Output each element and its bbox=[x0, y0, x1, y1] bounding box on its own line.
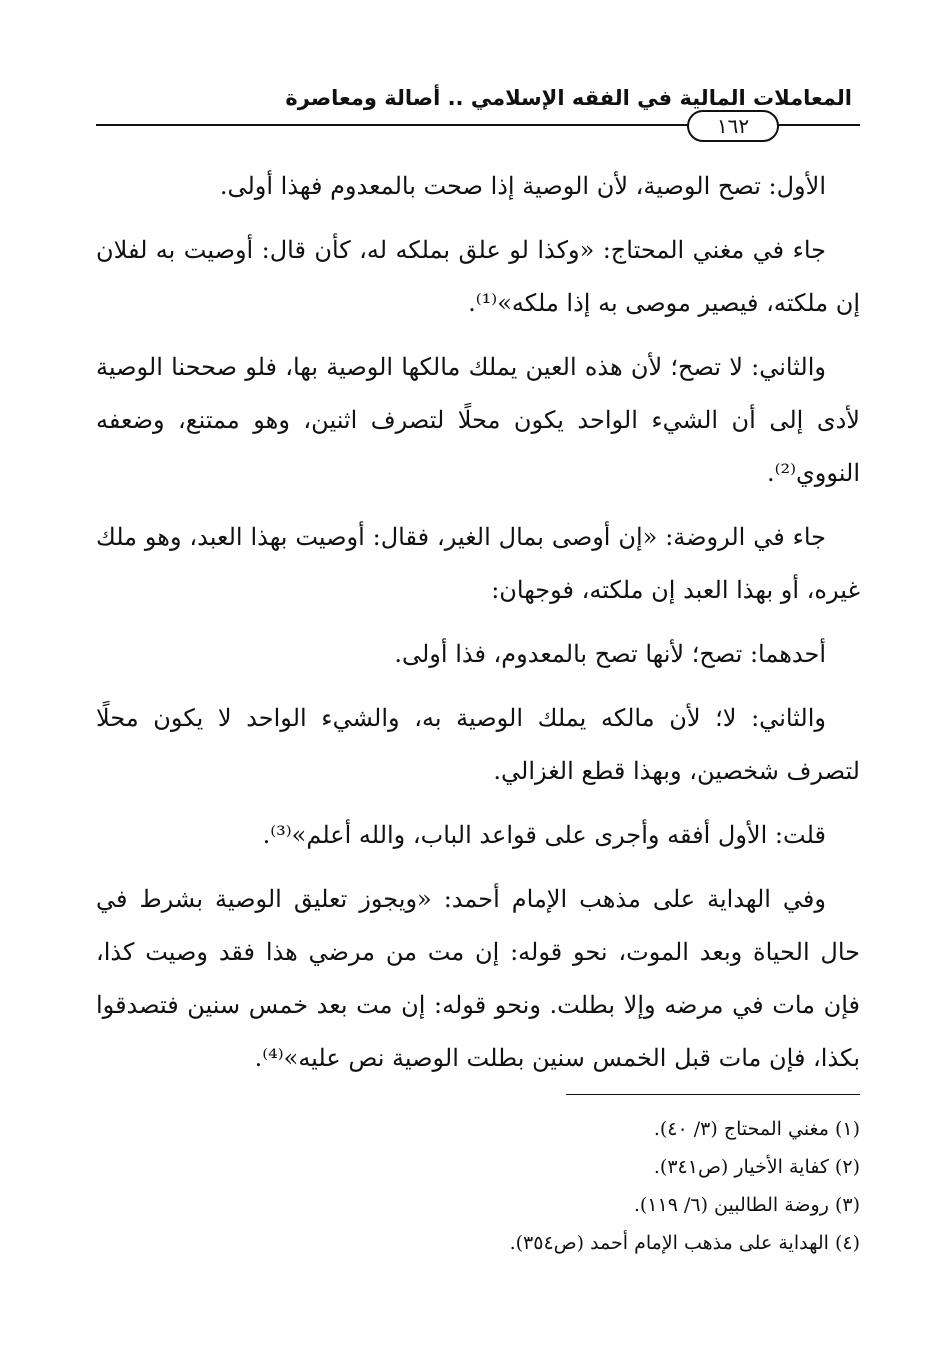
footnote-3: (٣) روضة الطالبين (٦/ ١١٩). bbox=[633, 1194, 860, 1216]
paragraph-rawda-second-view: والثاني: لا؛ لأن مالكه يملك الوصية به، والشيء الواحد لا يكون محلًا لتصرف شخصين، وبهذا قطع الغزالي. bbox=[96, 704, 860, 785]
footnotes bbox=[440, 1110, 860, 1262]
footnote-4: (٤) الهداية على مذهب الإمام أحمد (ص٣٥٤). bbox=[509, 1232, 860, 1254]
paragraph-first-opinion: الأول: تصح الوصية، لأن الوصية إذا صحت بالمعدوم فهذا أولى. bbox=[219, 172, 826, 200]
footnote-2: (٢) كفاية الأخيار (ص٣٤١). bbox=[653, 1156, 860, 1178]
paragraph-rawda-first-view: أحدهما: تصح؛ لأنها تصح بالمعدوم، فذا أولى. bbox=[394, 640, 826, 668]
footnote-1: (١) مغني المحتاج (٣/ ٤٠). bbox=[653, 1118, 860, 1140]
paragraph-rawda-quote: جاء في الروضة: «إن أوصى بمال الغير، فقال: أوصيت بهذا العبد، وهو ملك غيره، أو بهذا العبد إن ملكته، فوجهان: bbox=[96, 523, 860, 604]
main-text bbox=[96, 160, 860, 1096]
running-header-title: المعاملات المالية في الفقه الإسلامي .. أصالة ومعاصرة bbox=[285, 86, 852, 110]
paragraph-hidaya-quote: وفي الهداية على مذهب الإمام أحمد: «ويجوز تعليق الوصية بشرط في حال الحياة وبعد الموت، نحو قوله: إن مت من مرضي هذا فقد وصيت كذا، فإن مات في مرضه وإلا بطلت. ونحو قوله: إن مت بعد خمس سنين فتصدقوا بكذا، فإن مات قبل الخمس سنين بطلت الوصية نص عليه»⁽⁴⁾. bbox=[96, 885, 860, 1072]
paragraph-mughni-quote: جاء في مغني المحتاج: «وكذا لو علق بملكه له، كأن قال: أوصيت به لفلان إن ملكته، فيصير موصى به إذا ملكه»⁽¹⁾. bbox=[96, 236, 860, 317]
footnote-separator bbox=[566, 1094, 860, 1095]
page-number: ١٦٢ bbox=[687, 110, 779, 142]
paragraph-second-opinion: والثاني: لا تصح؛ لأن هذه العين يملك مالكها الوصية بها، فلو صححنا الوصية لأدى إلى أن الشيء الواحد يكون محلًا لتصرف اثنين، وهو ممتنع، وضعفه النووي⁽²⁾. bbox=[96, 353, 860, 487]
paragraph-nawawi-comment: قلت: الأول أفقه وأجرى على قواعد الباب، والله أعلم»⁽³⁾. bbox=[262, 821, 826, 849]
